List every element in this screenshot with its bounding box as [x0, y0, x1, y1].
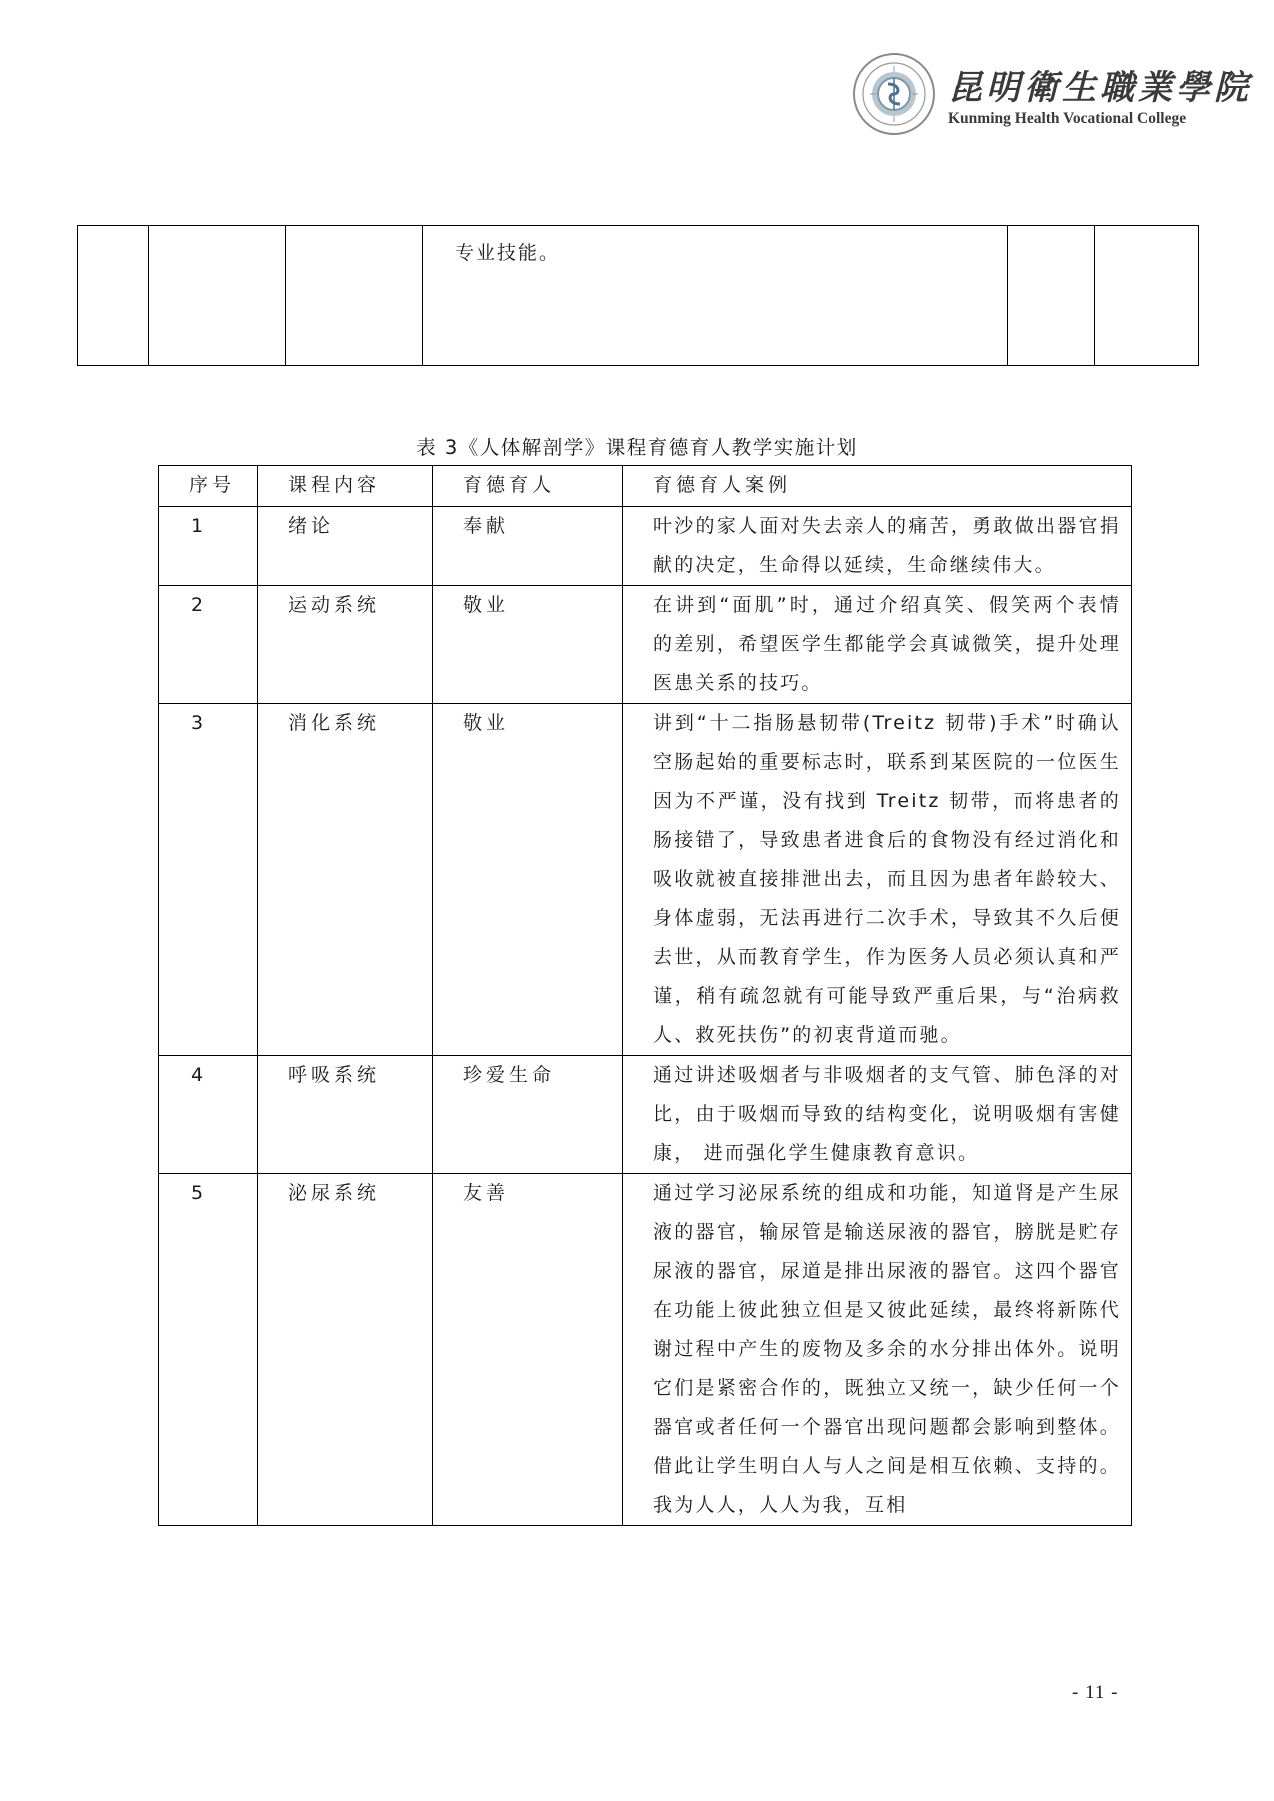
college-name-en: Kunming Health Vocational College	[948, 110, 1187, 127]
table-cell	[149, 226, 286, 366]
college-seal-icon	[852, 52, 936, 136]
table-row	[159, 1056, 1132, 1174]
row-content: 泌尿系统	[258, 1174, 433, 1526]
row-no: 3	[159, 704, 258, 1056]
table-cell	[1008, 226, 1095, 366]
header-content: 课程内容	[258, 466, 433, 507]
row-moral: 敬业	[433, 586, 623, 704]
row-no: 1	[159, 507, 258, 586]
row-moral: 奉献	[433, 507, 623, 586]
header-case: 育德育人案例	[623, 466, 1132, 507]
table-caption: 表 3《人体解剖学》课程育德育人教学实施计划	[416, 436, 858, 459]
row-no: 4	[159, 1056, 258, 1174]
row-no: 5	[159, 1174, 258, 1526]
table-row	[159, 1174, 1132, 1526]
college-name-cn: 昆明衛生職業學院	[948, 68, 1252, 108]
row-content: 呼吸系统	[258, 1056, 433, 1174]
row-case: 讲到“十二指肠悬韧带(Treitz 韧带)手术”时确认空肠起始的重要标志时，联系到某医院的一位医生因为不严谨，没有找到 Treitz 韧带，而将患者的肠接错了，导致患者进食后的食物没有经过消化和吸收就被直接排泄出去，而且因为患者年龄较大、身体虚弱，无法再进行二次手术，导致其不久后便去世，从而教育学生，作为医务人员必须认真和严谨，稍有疏忽就有可能导致严重后果，与“治病救人、救死扶伤”的初衷背道而驰。	[623, 704, 1132, 1056]
table-header-row	[159, 466, 1132, 507]
row-case: 通过讲述吸烟者与非吸烟者的支气管、肺色泽的对比，由于吸烟而导致的结构变化，说明吸烟有害健康， 进而强化学生健康教育意识。	[623, 1056, 1132, 1174]
row-content: 消化系统	[258, 704, 433, 1056]
row-content: 运动系统	[258, 586, 433, 704]
header-no: 序号	[159, 466, 258, 507]
row-moral: 友善	[433, 1174, 623, 1526]
table-cell	[1095, 226, 1199, 366]
row-content: 绪论	[258, 507, 433, 586]
table-row	[159, 586, 1132, 704]
continued-text: 专业技能。	[423, 226, 1008, 366]
row-moral: 敬业	[433, 704, 623, 1056]
table-cell	[78, 226, 149, 366]
row-moral: 珍爱生命	[433, 1056, 623, 1174]
college-logo	[852, 52, 1252, 136]
page-number: - 11 -	[1072, 1682, 1119, 1703]
row-case: 通过学习泌尿系统的组成和功能，知道肾是产生尿液的器官，输尿管是输送尿液的器官，膀胱是贮存尿液的器官，尿道是排出尿液的器官。这四个器官在功能上彼此独立但是又彼此延续，最终将新陈代谢过程中产生的废物及多余的水分排出体外。说明它们是紧密合作的，既独立又统一，缺少任何一个器官或者任何一个器官出现问题都会影响到整体。借此让学生明白人与人之间是相互依赖、支持的。我为人人，人人为我，互相	[623, 1174, 1132, 1526]
continued-table	[77, 225, 1199, 366]
table-cell	[286, 226, 423, 366]
row-case: 叶沙的家人面对失去亲人的痛苦，勇敢做出器官捐献的决定，生命得以延续，生命继续伟大。	[623, 507, 1132, 586]
row-case: 在讲到“面肌”时，通过介绍真笑、假笑两个表情的差别，希望医学生都能学会真诚微笑，提升处理医患关系的技巧。	[623, 586, 1132, 704]
row-no: 2	[159, 586, 258, 704]
moral-education-table	[158, 465, 1132, 1526]
header-moral: 育德育人	[433, 466, 623, 507]
table-row	[159, 704, 1132, 1056]
table-row	[159, 507, 1132, 586]
